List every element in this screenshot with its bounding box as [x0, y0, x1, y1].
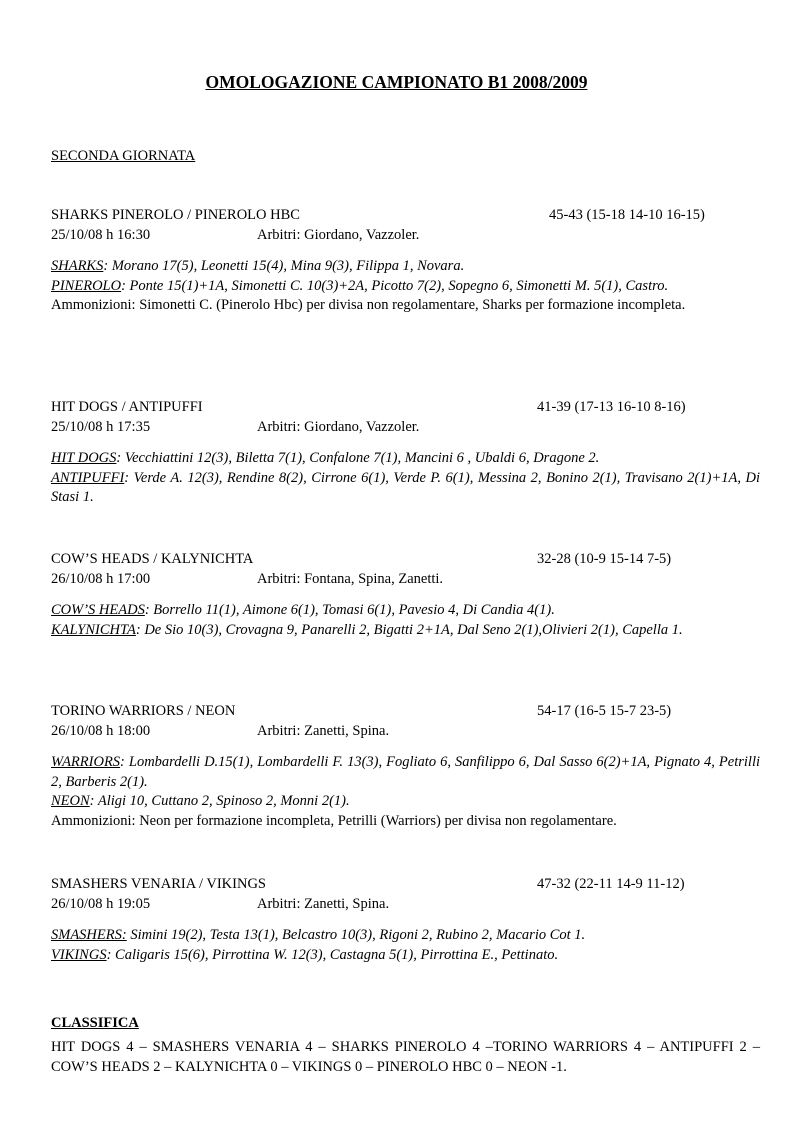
- document-title: OMOLOGAZIONE CAMPIONATO B1 2008/2009: [205, 72, 588, 92]
- match-teams: COW’S HEADS / KALYNICHTA: [51, 551, 254, 567]
- match-datetime: 25/10/08 h 16:30: [51, 226, 151, 243]
- team-scorers: [51, 277, 760, 297]
- team-scorers: [51, 621, 760, 641]
- match-teams: SMASHERS VENARIA / VIKINGS: [51, 876, 266, 892]
- team-scorers: [51, 257, 760, 277]
- match-referees: Arbitri: Zanetti, Spina.: [257, 895, 390, 912]
- match-referees: Arbitri: Zanetti, Spina.: [257, 722, 390, 739]
- players-list: : Lombardelli D.15(1), Lombardelli F. 13(3), Fogliato 6, Sanfilippo 6, Dal Sasso 6(2)+1A, Pignato 4, Petrilli 2, Barberis 2(1).: [51, 754, 760, 790]
- match-score: 54-17 (16-5 15-7 23-5): [537, 703, 672, 719]
- players-list: : Borrello 11(1), Aimone 6(1), Tomasi 6(1), Pavesio 4, Di Candia 4(1).: [144, 602, 555, 618]
- match-score: 32-28 (10-9 15-14 7-5): [537, 551, 672, 567]
- match-referees: Arbitri: Fontana, Spina, Zanetti.: [257, 570, 444, 587]
- team-scorers: [51, 469, 760, 508]
- match-datetime: 26/10/08 h 18:00: [51, 722, 151, 739]
- match-block: [51, 702, 760, 831]
- section-heading: SECONDA GIORNATA: [51, 148, 196, 164]
- match-teams: TORINO WARRIORS / NEON: [51, 703, 236, 719]
- match-datetime: 26/10/08 h 17:00: [51, 570, 151, 587]
- team-label: NEON: [51, 793, 90, 809]
- match-teams: HIT DOGS / ANTIPUFFI: [51, 399, 203, 415]
- team-scorers: [51, 753, 760, 792]
- team-label: KALYNICHTA: [51, 621, 136, 638]
- match-datetime: 25/10/08 h 17:35: [51, 418, 151, 435]
- match-block: [51, 550, 760, 640]
- match-block: [51, 875, 760, 965]
- team-label: WARRIORS: [51, 754, 121, 770]
- team-label: PINEROLO: [51, 277, 122, 294]
- team-scorers: [51, 449, 760, 469]
- match-referees: Arbitri: Giordano, Vazzoler.: [257, 418, 420, 435]
- players-list: Simini 19(2), Testa 13(1), Belcastro 10(3), Rigoni 2, Rubino 2, Macario Cot 1.: [126, 927, 586, 943]
- match-score: 45-43 (15-18 14-10 16-15): [549, 207, 705, 223]
- team-scorers: [51, 926, 760, 946]
- match-score: 41-39 (17-13 16-10 8-16): [537, 399, 686, 415]
- match-warnings: Ammonizioni: Neon per formazione incompleta, Petrilli (Warriors) per divisa non regolamentare.: [51, 812, 617, 829]
- players-list: : Aligi 10, Cuttano 2, Spinoso 2, Monni 2(1).: [89, 793, 350, 809]
- team-scorers: [51, 946, 760, 966]
- team-label: ANTIPUFFI: [51, 469, 125, 486]
- match-block: [51, 206, 760, 316]
- match-score: 47-32 (22-11 14-9 11-12): [537, 876, 685, 892]
- team-scorers: [51, 601, 760, 621]
- team-scorers: [51, 792, 760, 812]
- match-datetime: 26/10/08 h 19:05: [51, 895, 151, 912]
- match-block: [51, 398, 760, 508]
- players-list: : Verde A. 12(3), Rendine 8(2), Cirrone 6(1), Verde P. 6(1), Messina 2, Bonino 2(1), Travisano 2(1)+1A, Di Stasi 1.: [51, 469, 760, 505]
- team-label: COW’S HEADS: [51, 602, 145, 618]
- match-teams: SHARKS PINEROLO / PINEROLO HBC: [51, 207, 300, 223]
- classifica-standings: HIT DOGS 4 – SMASHERS VENARIA 4 – SHARKS PINEROLO 4 –TORINO WARRIORS 4 – ANTIPUFFI 2 – COW’S HEADS 2 – KALYNICHTA 0 – VIKINGS 0 – PINEROLO HBC 0 – NEON -1.: [51, 1039, 760, 1075]
- classifica-title: CLASSIFICA: [51, 1015, 139, 1031]
- team-label: VIKINGS: [51, 946, 107, 963]
- players-list: : Caligaris 15(6), Pirrottina W. 12(3), Castagna 5(1), Pirrottina E., Pettinato.: [106, 946, 559, 963]
- players-list: : De Sio 10(3), Crovagna 9, Panarelli 2, Bigatti 2+1A, Dal Seno 2(1),Olivieri 2(1), Capella 1.: [135, 621, 683, 638]
- team-label: HIT DOGS: [51, 450, 117, 466]
- match-referees: Arbitri: Giordano, Vazzoler.: [257, 226, 420, 243]
- team-label: SHARKS: [51, 258, 104, 274]
- team-label: SMASHERS:: [51, 927, 127, 943]
- match-warnings: Ammonizioni: Simonetti C. (Pinerolo Hbc) per divisa non regolamentare, Sharks per formazione incompleta.: [51, 297, 686, 313]
- players-list: : Ponte 15(1)+1A, Simonetti C. 10(3)+2A, Picotto 7(2), Sopegno 6, Simonetti M. 5(1), Castro.: [121, 277, 669, 294]
- players-list: : Morano 17(5), Leonetti 15(4), Mina 9(3), Filippa 1, Novara.: [103, 258, 465, 274]
- players-list: : Vecchiattini 12(3), Biletta 7(1), Confalone 7(1), Mancini 6 , Ubaldi 6, Dragone 2.: [116, 450, 600, 466]
